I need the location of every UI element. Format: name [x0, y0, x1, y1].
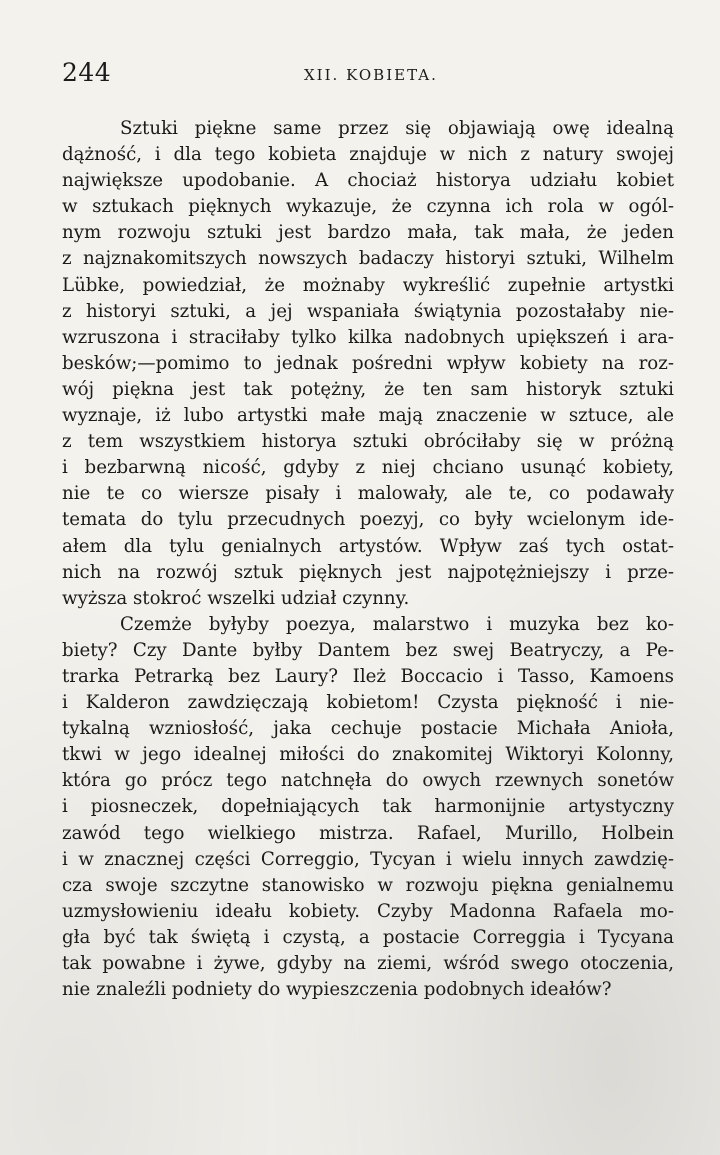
text-line: tkwi w jego idealnej miłości do znakomitej Wiktoryi Kolonny,	[62, 744, 674, 766]
text-line: nie znaleźli podniety do wypieszczenia podobnych ideałów?	[62, 979, 612, 1001]
text-line: największe upodobanie. A chociaż historya udziału kobiet	[62, 170, 674, 192]
page-header	[62, 58, 682, 94]
paragraph	[62, 612, 674, 1003]
text-line: która go prócz tego natchnęła do owych rzewnych sonetów	[62, 770, 674, 792]
text-line: cza swoje szczytne stanowisko w rozwoju piękna genialnemu	[62, 874, 674, 896]
text-line: wzruszona i straciłaby tylko kilka nadobnych upiększeń i ara-	[62, 326, 674, 348]
text-line: gła być tak świętą i czystą, a postacie Correggia i Tycyana	[62, 926, 674, 948]
text-line: Lübke, powiedział, że możnaby wykreślić zupełnie artystki	[62, 274, 674, 296]
text-line: z tem wszystkiem historya sztuki obróciłaby się w próżną	[62, 431, 674, 453]
text-line: nie te co wiersze pisały i malowały, ale te, co podawały	[62, 483, 674, 505]
text-line: i piosneczek, dopełniających tak harmonijnie artystyczny	[62, 796, 674, 818]
text-line: tykalną wzniosłość, jaka cechuje postacie Michała Anioła,	[62, 718, 674, 740]
text-line: tak powabne i żywe, gdyby na ziemi, wśród swego otoczenia,	[62, 953, 674, 974]
text-line: nym rozwoju sztuki jest bardzo mała, tak mała, że jeden	[62, 222, 674, 244]
text-line: z najznakomitszych nowszych badaczy historyi sztuki, Wilhelm	[62, 248, 674, 270]
text-line: nich na rozwój sztuk pięknych jest najpotężniejszy i prze-	[62, 561, 674, 583]
text-line: uzmysłowieniu ideału kobiety. Czyby Madonna Rafaela mo-	[62, 900, 674, 922]
text-line: i w znacznej części Correggio, Tycyan i wielu innych zawdzię-	[62, 848, 674, 870]
text-line: wój piękna jest tak potężny, że ten sam historyk sztuki	[62, 378, 674, 400]
page-number: 244	[62, 58, 112, 87]
paragraph	[62, 116, 674, 612]
running-head: XII. KOBIETA.	[304, 66, 438, 84]
text-line: besków;—pomimo to jednak pośredni wpływ kobiety na roz-	[62, 352, 674, 374]
text-line: Sztuki piękne same przez się objawiają owę idealną	[120, 118, 674, 139]
text-line: ałem dla tylu genialnych artystów. Wpływ zaś tych ostat-	[62, 535, 674, 557]
text-line: wyższa stokroć wszelki udział czynny.	[62, 587, 410, 609]
text-line: temata do tylu przecudnych poezyj, co były wcielonym ide-	[62, 509, 674, 531]
text-line: trarka Petrarką bez Laury? Ileż Boccacio i Tasso, Kamoens	[62, 665, 674, 687]
text-line: wyznaje, iż lubo artystki małe mają znaczenie w sztuce, ale	[62, 405, 674, 427]
body-text	[62, 116, 674, 1003]
text-line: i bezbarwną nicość, gdyby z niej chciano usunąć kobiety,	[62, 457, 674, 479]
text-line: w sztukach pięknych wykazuje, że czynna ich rola w ogól-	[62, 196, 674, 218]
text-line: Czemże byłyby poezya, malarstwo i muzyka bez ko-	[120, 613, 674, 635]
text-line: zawód tego wielkiego mistrza. Rafael, Murillo, Holbein	[62, 822, 674, 844]
text-line: biety? Czy Dante byłby Dantem bez swej Beatryczy, a Pe-	[62, 639, 674, 661]
text-line: i Kalderon zawdzięczają kobietom! Czysta piękność i nie-	[62, 692, 674, 714]
text-line: z historyi sztuki, a jej wspaniała świątynia pozostałaby nie-	[62, 300, 674, 322]
text-line: dążność, i dla tego kobieta znajduje w nich z natury swojej	[62, 144, 674, 166]
